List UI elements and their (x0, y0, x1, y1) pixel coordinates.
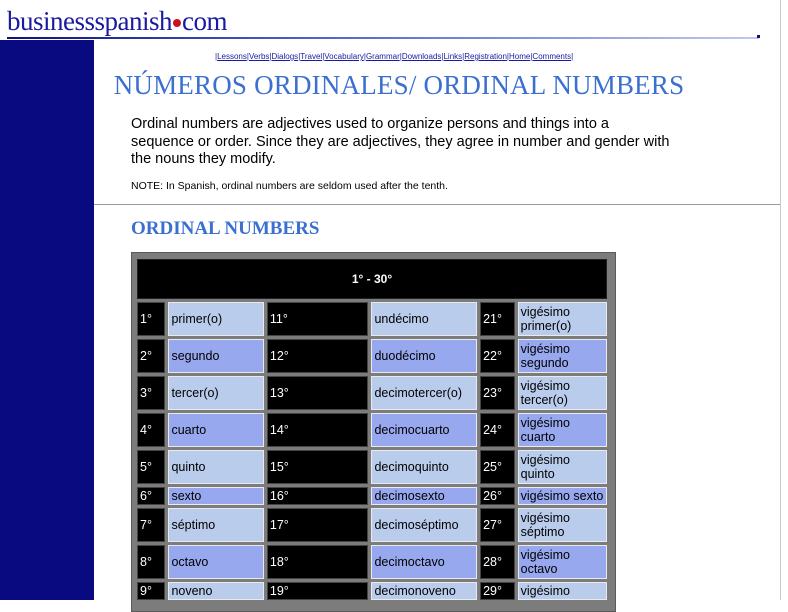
nav-separator: | (441, 52, 444, 61)
ordinal-table-frame (131, 252, 616, 612)
ordinal-word-cell: undécimo (371, 302, 477, 336)
ordinal-number-cell: 16° (267, 487, 369, 505)
ordinal-number-cell: 9° (137, 582, 165, 600)
ordinal-number-cell: 2° (137, 339, 165, 373)
left-sidebar (0, 40, 94, 600)
table-row (137, 545, 607, 579)
ordinal-number-cell: 12° (267, 339, 369, 373)
nav-separator: | (363, 52, 366, 61)
nav-link-downloads[interactable]: Downloads (401, 52, 442, 61)
ordinal-word-cell: tercer(o) (168, 376, 263, 410)
table-header: 1° - 30° (137, 259, 607, 299)
ordinal-number-cell: 27° (480, 508, 515, 542)
nav-separator: | (322, 52, 325, 61)
header-rule-dot (757, 35, 760, 38)
table-row (137, 339, 607, 373)
ordinal-number-cell: 14° (267, 413, 369, 447)
table-row (137, 302, 607, 336)
page-title: NÚMEROS ORDINALES/ ORDINAL NUMBERS (113, 70, 685, 100)
ordinal-number-cell: 15° (267, 450, 369, 484)
nav-link-grammar[interactable]: Grammar (365, 52, 400, 61)
ordinal-word-cell: vigésimo segundo (518, 339, 607, 373)
ordinal-number-cell: 4° (137, 413, 165, 447)
nav-separator: | (246, 52, 249, 61)
nav-separator: | (298, 52, 301, 61)
ordinal-word-cell: decimonoveno (371, 582, 477, 600)
nav-link-comments[interactable]: Comments (532, 52, 572, 61)
ordinal-number-cell: 29° (480, 582, 515, 600)
ordinal-word-cell: vigésimo octavo (518, 545, 607, 579)
table-row (137, 487, 607, 505)
ordinal-word-cell: vigésimo sexto (518, 487, 607, 505)
ordinal-word-cell: segundo (168, 339, 263, 373)
nav-separator: | (506, 52, 509, 61)
ordinal-number-cell: 5° (137, 450, 165, 484)
ordinal-word-cell: decimocuarto (371, 413, 477, 447)
nav-separator: | (462, 52, 465, 61)
nav-link-travel[interactable]: Travel (300, 52, 323, 61)
ordinal-number-cell: 26° (480, 487, 515, 505)
table-row (137, 582, 607, 600)
table-row (137, 450, 607, 484)
note-text: NOTE: In Spanish, ordinal numbers are seldom used after the tenth. (131, 180, 448, 192)
page-title-wrap (0, 70, 788, 101)
ordinal-table (134, 256, 610, 603)
ordinal-word-cell: duodécimo (371, 339, 477, 373)
nav-link-home[interactable]: Home (509, 52, 531, 61)
ordinal-word-cell: decimoctavo (371, 545, 477, 579)
nav-link-verbs[interactable]: Verbs (248, 52, 270, 61)
ordinal-number-cell: 23° (480, 376, 515, 410)
ordinal-word-cell: sexto (168, 487, 263, 505)
ordinal-word-cell: noveno (168, 582, 263, 600)
ordinal-word-cell: decimoquinto (371, 450, 477, 484)
divider (94, 204, 780, 205)
nav-separator: | (215, 52, 218, 61)
logo-dot-icon (173, 19, 181, 27)
table-body (137, 302, 607, 600)
ordinal-word-cell: vigésimo primer(o) (518, 302, 607, 336)
ordinal-number-cell: 19° (267, 582, 369, 600)
ordinal-word-cell: quinto (168, 450, 263, 484)
site-logo[interactable]: businessspanish com (7, 6, 228, 36)
ordinal-word-cell: octavo (168, 545, 263, 579)
ordinal-word-cell: vigésimo cuarto (518, 413, 607, 447)
nav-link-vocabulary[interactable]: Vocabulary (324, 52, 364, 61)
ordinal-number-cell: 7° (137, 508, 165, 542)
ordinal-number-cell: 8° (137, 545, 165, 579)
ordinal-word-cell: decimosexto (371, 487, 477, 505)
ordinal-word-cell: vigésimo séptimo (518, 508, 607, 542)
nav-link-registration[interactable]: Registration (464, 52, 507, 61)
top-nav (215, 52, 573, 61)
ordinal-number-cell: 3° (137, 376, 165, 410)
section-heading: ORDINAL NUMBERS (131, 218, 320, 239)
ordinal-number-cell: 25° (480, 450, 515, 484)
nav-separator: | (269, 52, 272, 61)
nav-separator: | (399, 52, 402, 61)
table-row (137, 508, 607, 542)
ordinal-word-cell: vigésimo (518, 582, 607, 600)
table-row (137, 376, 607, 410)
ordinal-number-cell: 28° (480, 545, 515, 579)
ordinal-number-cell: 13° (267, 376, 369, 410)
nav-separator: | (530, 52, 533, 61)
ordinal-number-cell: 21° (480, 302, 515, 336)
ordinal-number-cell: 17° (267, 508, 369, 542)
header-rule (7, 37, 759, 39)
ordinal-word-cell: primer(o) (168, 302, 263, 336)
ordinal-number-cell: 6° (137, 487, 165, 505)
ordinal-word-cell: decimoséptimo (371, 508, 477, 542)
ordinal-number-cell: 18° (267, 545, 369, 579)
nav-link-dialogs[interactable]: Dialogs (271, 52, 299, 61)
ordinal-number-cell: 1° (137, 302, 165, 336)
ordinal-word-cell: vigésimo quinto (518, 450, 607, 484)
table-row (137, 413, 607, 447)
ordinal-number-cell: 22° (480, 339, 515, 373)
ordinal-word-cell: vigésimo tercer(o) (518, 376, 607, 410)
nav-link-links[interactable]: Links (443, 52, 463, 61)
nav-link-lessons[interactable]: Lessons (217, 52, 247, 61)
ordinal-word-cell: cuarto (168, 413, 263, 447)
ordinal-number-cell: 24° (480, 413, 515, 447)
ordinal-word-cell: séptimo (168, 508, 263, 542)
intro-paragraph: Ordinal numbers are adjectives used to organize persons and things into a sequence or order. Since they are adjectives, they agree in number and gender with the nouns they modify. (131, 116, 670, 167)
nav-separator: | (571, 52, 574, 61)
ordinal-word-cell: decimotercer(o) (371, 376, 477, 410)
ordinal-number-cell: 11° (267, 302, 369, 336)
